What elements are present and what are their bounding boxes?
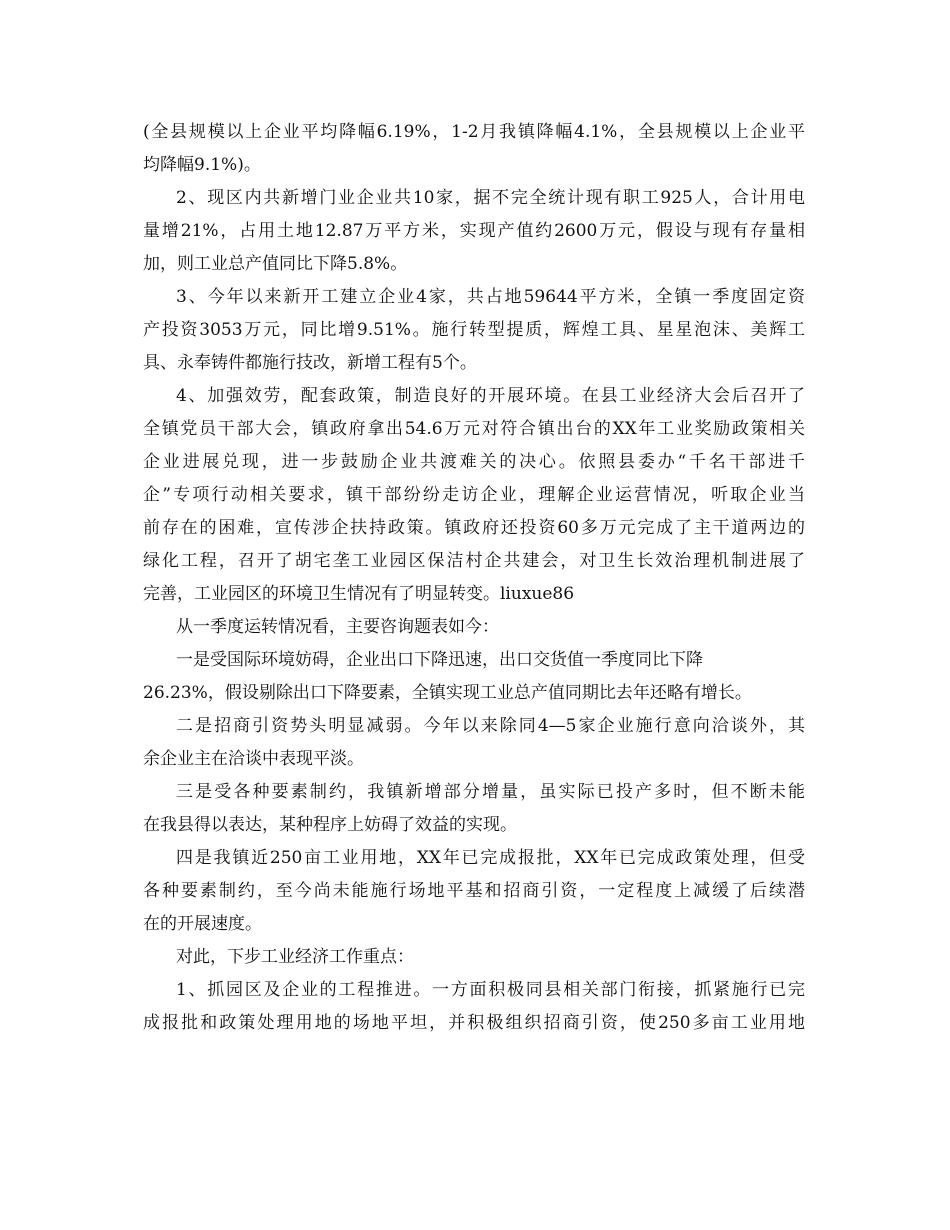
text-line: 4、加强效劳，配套政策，制造良好的开展环境。在县工业经济大会后召开了 bbox=[176, 386, 805, 406]
text-line: 2、现区内共新增门业企业共10家，据不完全统计现有职工925人，合计用电 bbox=[176, 188, 805, 208]
text-line: 四是我镇近250亩工业用地，XX年已完成报批，XX年已完成政策处理，但受 bbox=[176, 848, 805, 868]
text-line: 完善，工业园区的环境卫生情况有了明显转变。liuxue86 bbox=[143, 584, 575, 604]
text-line: 各种要素制约，至今尚未能施行场地平基和招商引资，一定程度上减缓了后续潜 bbox=[143, 881, 805, 901]
text-line: 从一季度运转情况看，主要咨询题表如今： bbox=[176, 617, 499, 637]
text-line: 成报批和政策处理用地的场地平坦，并积极组织招商引资，使250多亩工业用地 bbox=[143, 1013, 805, 1033]
document-body bbox=[143, 116, 805, 1040]
text-line: 量增21%，占用土地12.87万平方米，实现产值约2600万元，假设与现有存量相 bbox=[143, 221, 805, 241]
text-line: 产投资3053万元，同比增9.51%。施行转型提质，辉煌工具、星星泡沫、美辉工 bbox=[143, 320, 805, 340]
text-line: 加，则工业总产值同比下降5.8%。 bbox=[143, 254, 408, 274]
text-line: 具、永奉铸件都施行技改，新增工程有5个。 bbox=[143, 353, 477, 373]
text-line: 企业进展兑现，进一步鼓励企业共渡难关的决心。依照县委办“千名干部进千 bbox=[143, 452, 805, 472]
text-line: 26.23%，假设剔除出口下降要素，全镇实现工业总产值同期比去年还略有增长。 bbox=[143, 683, 752, 703]
text-line: 一是受国际环境妨碍，企业出口下降迅速，出口交货值一季度同比下降 bbox=[176, 650, 703, 670]
text-line: (全县规模以上企业平均降幅6.19%，1-2月我镇降幅4.1%，全县规模以上企业平 bbox=[143, 122, 805, 142]
text-line: 在我县得以表达，某种程序上妨碍了效益的实现。 bbox=[143, 815, 517, 835]
text-line: 1、抓园区及企业的工程推进。一方面积极同县相关部门衔接，抓紧施行已完 bbox=[176, 980, 805, 1000]
text-line: 绿化工程，召开了胡宅垄工业园区保洁村企共建会，对卫生长效治理机制进展了 bbox=[143, 551, 805, 571]
text-line: 在的开展速度。 bbox=[143, 914, 262, 934]
text-line: 前存在的困难，宣传涉企扶持政策。镇政府还投资60多万元完成了主干道两边的 bbox=[143, 518, 805, 538]
text-line: 3、今年以来新开工建立企业4家，共占地59644平方米，全镇一季度固定资 bbox=[176, 287, 805, 307]
text-line: 对此，下步工业经济工作重点： bbox=[176, 947, 414, 967]
text-line: 二是招商引资势头明显减弱。今年以来除同4—5家企业施行意向洽谈外，其 bbox=[176, 716, 805, 736]
text-line: 余企业主在洽谈中表现平淡。 bbox=[143, 749, 364, 769]
text-line: 全镇党员干部大会，镇政府拿出54.6万元对符合镇出台的XX年工业奖励政策相关 bbox=[143, 419, 805, 439]
text-line: 三是受各种要素制约，我镇新增部分增量，虽实际已投产多时，但不断未能 bbox=[176, 782, 805, 802]
text-line: 企”专项行动相关要求，镇干部纷纷走访企业，理解企业运营情况，听取企业当 bbox=[143, 485, 805, 505]
text-line: 均降幅9.1%)。 bbox=[143, 155, 261, 175]
